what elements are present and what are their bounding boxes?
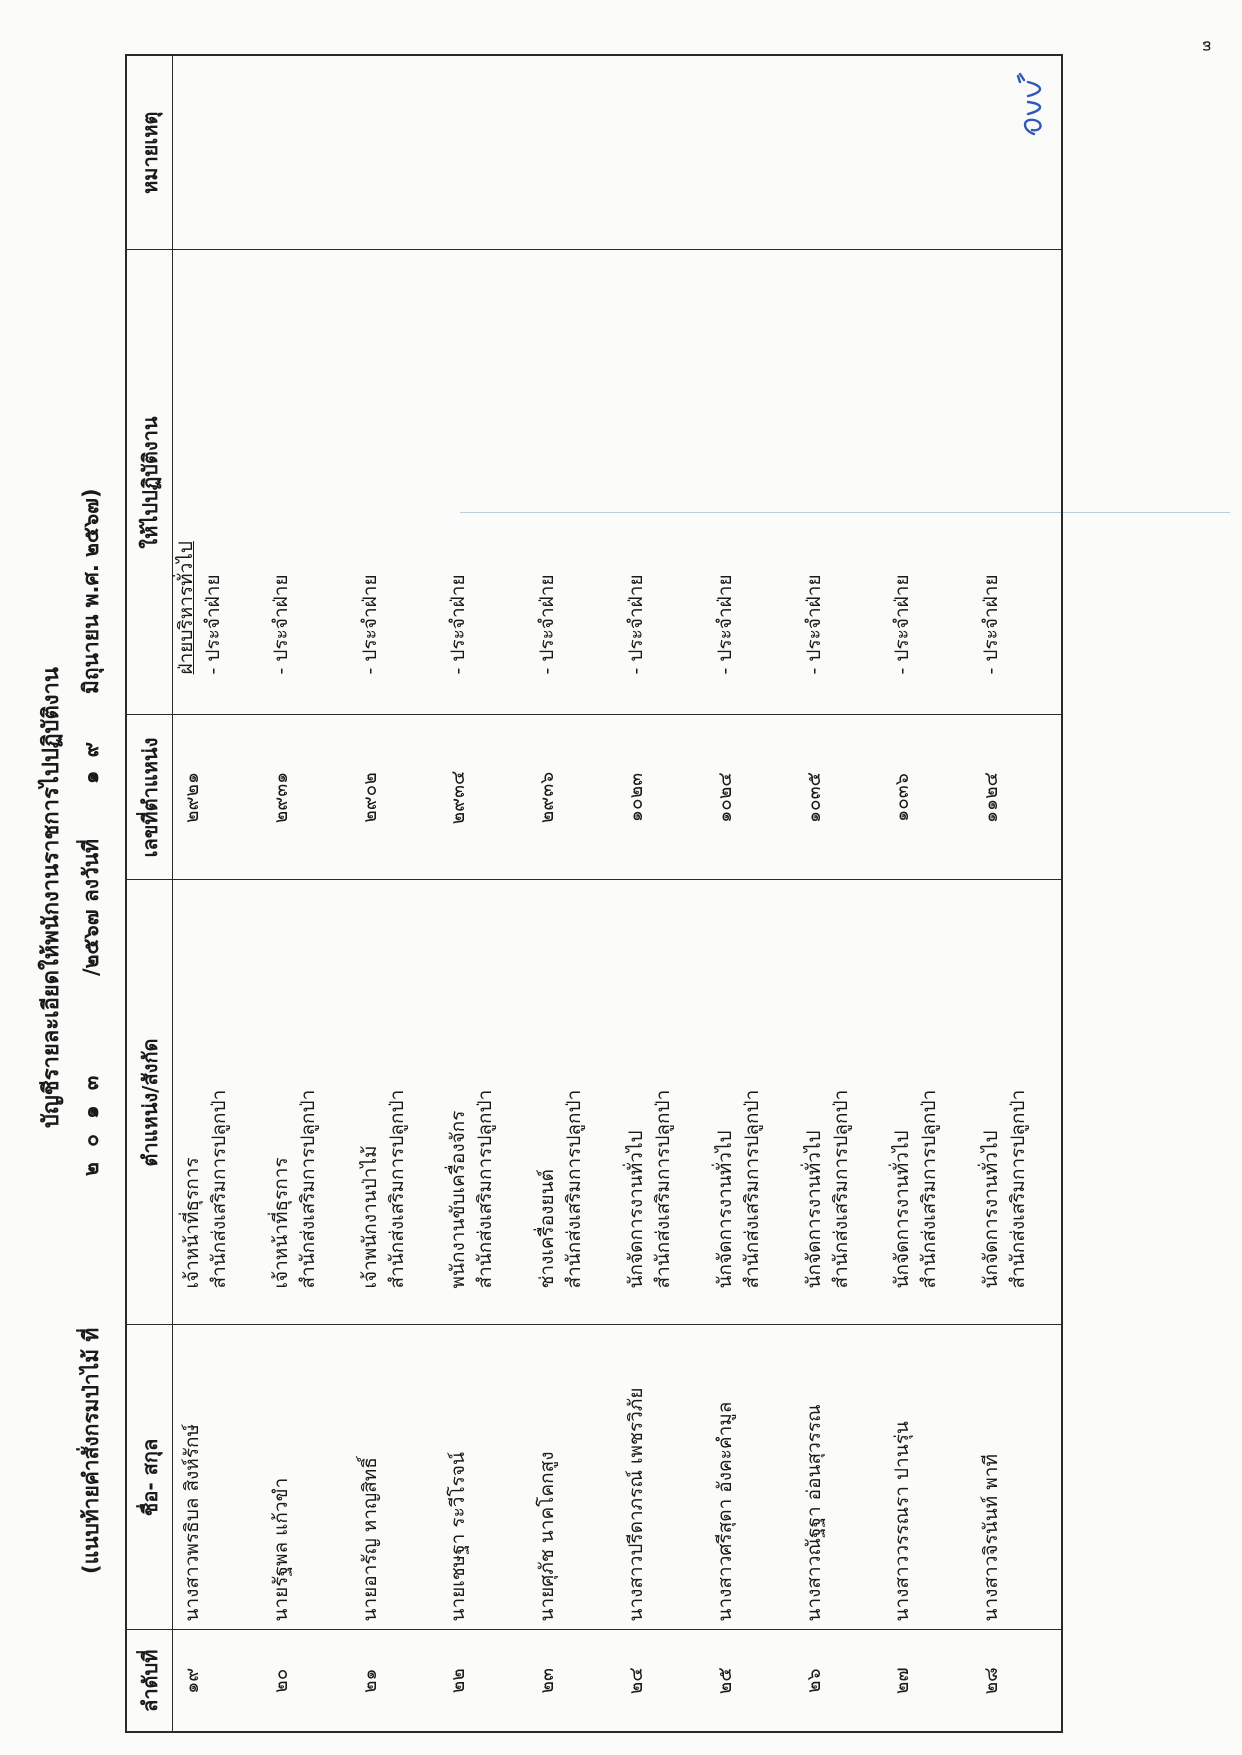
col-posno-header: เลขที่ตำแหน่ง — [126, 715, 173, 880]
position-value: พนักงานขับเครื่องจักร — [447, 1110, 470, 1289]
table-row — [351, 55, 440, 1732]
agency-value: สำนักส่งเสริมการปลูกป่า — [651, 1089, 674, 1289]
page-number: ๓ — [1199, 40, 1218, 52]
agency-value: สำนักส่งเสริมการปลูกป่า — [385, 1089, 408, 1289]
name-value: นางสาวปรีดาภรณ์ เพชรวิภัย — [624, 1387, 647, 1622]
name-value: นางสาวพรธิบล สิงห์รักษ์ — [181, 1423, 203, 1622]
row-seq — [439, 1630, 528, 1732]
row-seq — [262, 1630, 351, 1732]
seq-value: ๒๘ — [980, 1667, 1003, 1695]
position-value: เจ้าหน้าที่ธุรการ — [269, 1157, 292, 1289]
assign-value: - ประจำฝ่าย — [358, 574, 381, 675]
subtitle-prefix: (แนบท้ายคำสั่งกรมป่าไม้ ที่ — [79, 1327, 103, 1574]
row-position — [173, 880, 262, 1325]
assign-value: - ประจำฝ่าย — [624, 574, 647, 675]
row-posno — [351, 715, 440, 880]
posno-value: ๒๙๒๑ — [181, 771, 203, 824]
row-position — [439, 880, 528, 1325]
rotated-document — [35, 56, 1067, 1739]
col-remark-header: หมายเหตุ — [126, 55, 173, 250]
row-posno — [617, 715, 706, 880]
row-position — [972, 880, 1062, 1325]
row-position — [351, 880, 440, 1325]
row-assign — [795, 250, 884, 715]
assign-value: - ประจำฝ่าย — [980, 574, 1003, 675]
col-name-header: ชื่อ- สกุล — [126, 1325, 173, 1630]
table-row — [972, 55, 1062, 1732]
row-remark — [439, 55, 528, 250]
row-posno — [262, 715, 351, 880]
row-seq — [972, 1630, 1062, 1732]
row-remark — [706, 55, 795, 250]
document-subtitle — [73, 74, 109, 1574]
posno-value: ๒๙๓๖ — [536, 771, 559, 824]
row-posno — [439, 715, 528, 880]
seq-value: ๒๓ — [536, 1668, 559, 1694]
signature-icon — [1014, 70, 1048, 140]
seq-value: ๒๕ — [713, 1667, 736, 1695]
row-name — [617, 1325, 706, 1630]
row-assign — [883, 250, 972, 715]
assign-value: - ประจำฝ่าย — [269, 574, 292, 675]
col-assign-header: ให้ไปปฏิบัติงาน — [126, 250, 173, 715]
row-name — [262, 1325, 351, 1630]
row-assign — [262, 250, 351, 715]
name-value: นางสาววรรณรา ปานรุ่น — [891, 1421, 914, 1622]
row-seq — [883, 1630, 972, 1732]
assign-value: - ประจำฝ่าย — [202, 574, 224, 675]
position-value: เจ้าหน้าที่ธุรการ — [181, 1157, 203, 1289]
row-seq — [617, 1630, 706, 1732]
row-seq — [795, 1630, 884, 1732]
table-row — [439, 55, 528, 1732]
row-name — [173, 1325, 262, 1630]
seq-value: ๒๒ — [447, 1668, 470, 1694]
row-assign — [173, 250, 262, 715]
agency-value: สำนักส่งเสริมการปลูกป่า — [563, 1089, 586, 1289]
table-row — [173, 55, 262, 1732]
seq-value: ๒๔ — [624, 1667, 647, 1695]
row-name — [706, 1325, 795, 1630]
row-position — [706, 880, 795, 1325]
row-posno — [706, 715, 795, 880]
subtitle-year: /๒๕๖๗ ลงวันที่ — [79, 839, 103, 976]
order-day: ๑ ๙ — [79, 738, 103, 784]
assign-value: - ประจำฝ่าย — [891, 574, 914, 675]
row-assign — [351, 250, 440, 715]
row-position — [617, 880, 706, 1325]
row-position — [795, 880, 884, 1325]
row-name — [883, 1325, 972, 1630]
row-remark — [617, 55, 706, 250]
name-value: นางสาวศรีสุดา อังคะคำมูล — [713, 1401, 736, 1622]
row-name — [528, 1325, 617, 1630]
table-row — [883, 55, 972, 1732]
row-name — [439, 1325, 528, 1630]
agency-value: สำนักส่งเสริมการปลูกป่า — [296, 1089, 319, 1289]
col-seq-header: ลำดับที่ — [126, 1630, 173, 1732]
agency-value: สำนักส่งเสริมการปลูกป่า — [918, 1089, 941, 1289]
row-remark — [262, 55, 351, 250]
document-title: บัญชีรายละเอียดให้พนักงานราชการไปปฏิบัติงาน — [39, 667, 64, 1128]
posno-value: ๑๐๒๓ — [624, 772, 647, 823]
name-value: นายอารัญ หาญสิทธิ์ — [358, 1457, 381, 1622]
row-assign — [972, 250, 1062, 715]
posno-value: ๑๐๓๖ — [891, 773, 914, 822]
name-value: นายรัฐพล แก้วขำ — [269, 1477, 292, 1622]
row-remark — [528, 55, 617, 250]
posno-value: ๑๑๒๔ — [980, 771, 1003, 824]
agency-value: สำนักส่งเสริมการปลูกป่า — [208, 1089, 230, 1289]
row-seq — [173, 1630, 262, 1732]
name-value: นางสาวจิรนันท์ พาที — [980, 1454, 1003, 1622]
row-posno — [972, 715, 1062, 880]
row-position — [528, 880, 617, 1325]
table-row — [706, 55, 795, 1732]
assignment-table — [125, 54, 1063, 1733]
row-assign — [617, 250, 706, 715]
assign-unit-heading: ฝ่ายบริหารทั่วไป — [175, 541, 197, 675]
row-seq — [706, 1630, 795, 1732]
posno-value: ๒๙๐๒ — [358, 772, 381, 823]
assign-value: - ประจำฝ่าย — [802, 574, 825, 675]
name-value: นางสาวณัฐฐา อ่อนสุวรรณ — [802, 1404, 825, 1622]
order-number: ๒ ๐ ๑ ๓ — [79, 1071, 103, 1176]
assign-value: - ประจำฝ่าย — [713, 574, 736, 675]
assign-value: - ประจำฝ่าย — [536, 574, 559, 675]
position-value: เจ้าพนักงานป่าไม้ — [358, 1145, 381, 1289]
position-value: นักจัดการงานทั่วไป — [980, 1130, 1003, 1289]
seq-value: ๒๗ — [891, 1667, 914, 1695]
seq-value: ๒๐ — [269, 1668, 292, 1693]
row-posno — [795, 715, 884, 880]
col-position-header: ตำแหน่ง/สังกัด — [126, 880, 173, 1325]
row-remark — [883, 55, 972, 250]
row-assign — [528, 250, 617, 715]
table-row — [795, 55, 884, 1732]
row-assign — [706, 250, 795, 715]
row-position — [883, 880, 972, 1325]
position-value: นักจัดการงานทั่วไป — [802, 1130, 825, 1289]
subtitle-month-year: มิถุนายน พ.ศ. ๒๕๖๗) — [79, 488, 103, 694]
name-value: นายเชษฐา ระวีโรจน์ — [447, 1451, 470, 1622]
row-remark — [795, 55, 884, 250]
row-seq — [351, 1630, 440, 1732]
posno-value: ๑๐๒๔ — [713, 772, 736, 823]
table-row — [262, 55, 351, 1732]
assign-value: - ประจำฝ่าย — [447, 574, 470, 675]
seq-value: ๒๖ — [802, 1668, 825, 1694]
agency-value: สำนักส่งเสริมการปลูกป่า — [1007, 1089, 1030, 1289]
table-header-row — [126, 55, 173, 1732]
row-name — [795, 1325, 884, 1630]
row-remark — [351, 55, 440, 250]
table-row — [617, 55, 706, 1732]
agency-value: สำนักส่งเสริมการปลูกป่า — [474, 1089, 497, 1289]
row-assign — [439, 250, 528, 715]
seq-value: ๑๙ — [181, 1667, 203, 1694]
position-value: นักจัดการงานทั่วไป — [624, 1130, 647, 1289]
posno-value: ๑๐๓๕ — [802, 771, 825, 824]
seq-value: ๒๑ — [358, 1668, 381, 1694]
posno-value: ๒๙๓๑ — [269, 771, 292, 824]
row-name — [972, 1325, 1062, 1630]
handwritten-signature — [1014, 70, 1055, 140]
name-value: นายศุภัช นาคโคกสูง — [536, 1451, 559, 1622]
position-value: นักจัดการงานทั่วไป — [891, 1130, 914, 1289]
row-posno — [528, 715, 617, 880]
row-posno — [883, 715, 972, 880]
row-name — [351, 1325, 440, 1630]
row-position — [262, 880, 351, 1325]
row-seq — [528, 1630, 617, 1732]
position-value: ช่างเครื่องยนต์ — [536, 1169, 559, 1289]
position-value: นักจัดการงานทั่วไป — [713, 1130, 736, 1289]
agency-value: สำนักส่งเสริมการปลูกป่า — [740, 1089, 763, 1289]
agency-value: สำนักส่งเสริมการปลูกป่า — [829, 1089, 852, 1289]
row-remark — [173, 55, 262, 250]
table-row — [528, 55, 617, 1732]
row-posno — [173, 715, 262, 880]
posno-value: ๒๙๓๔ — [447, 770, 470, 825]
